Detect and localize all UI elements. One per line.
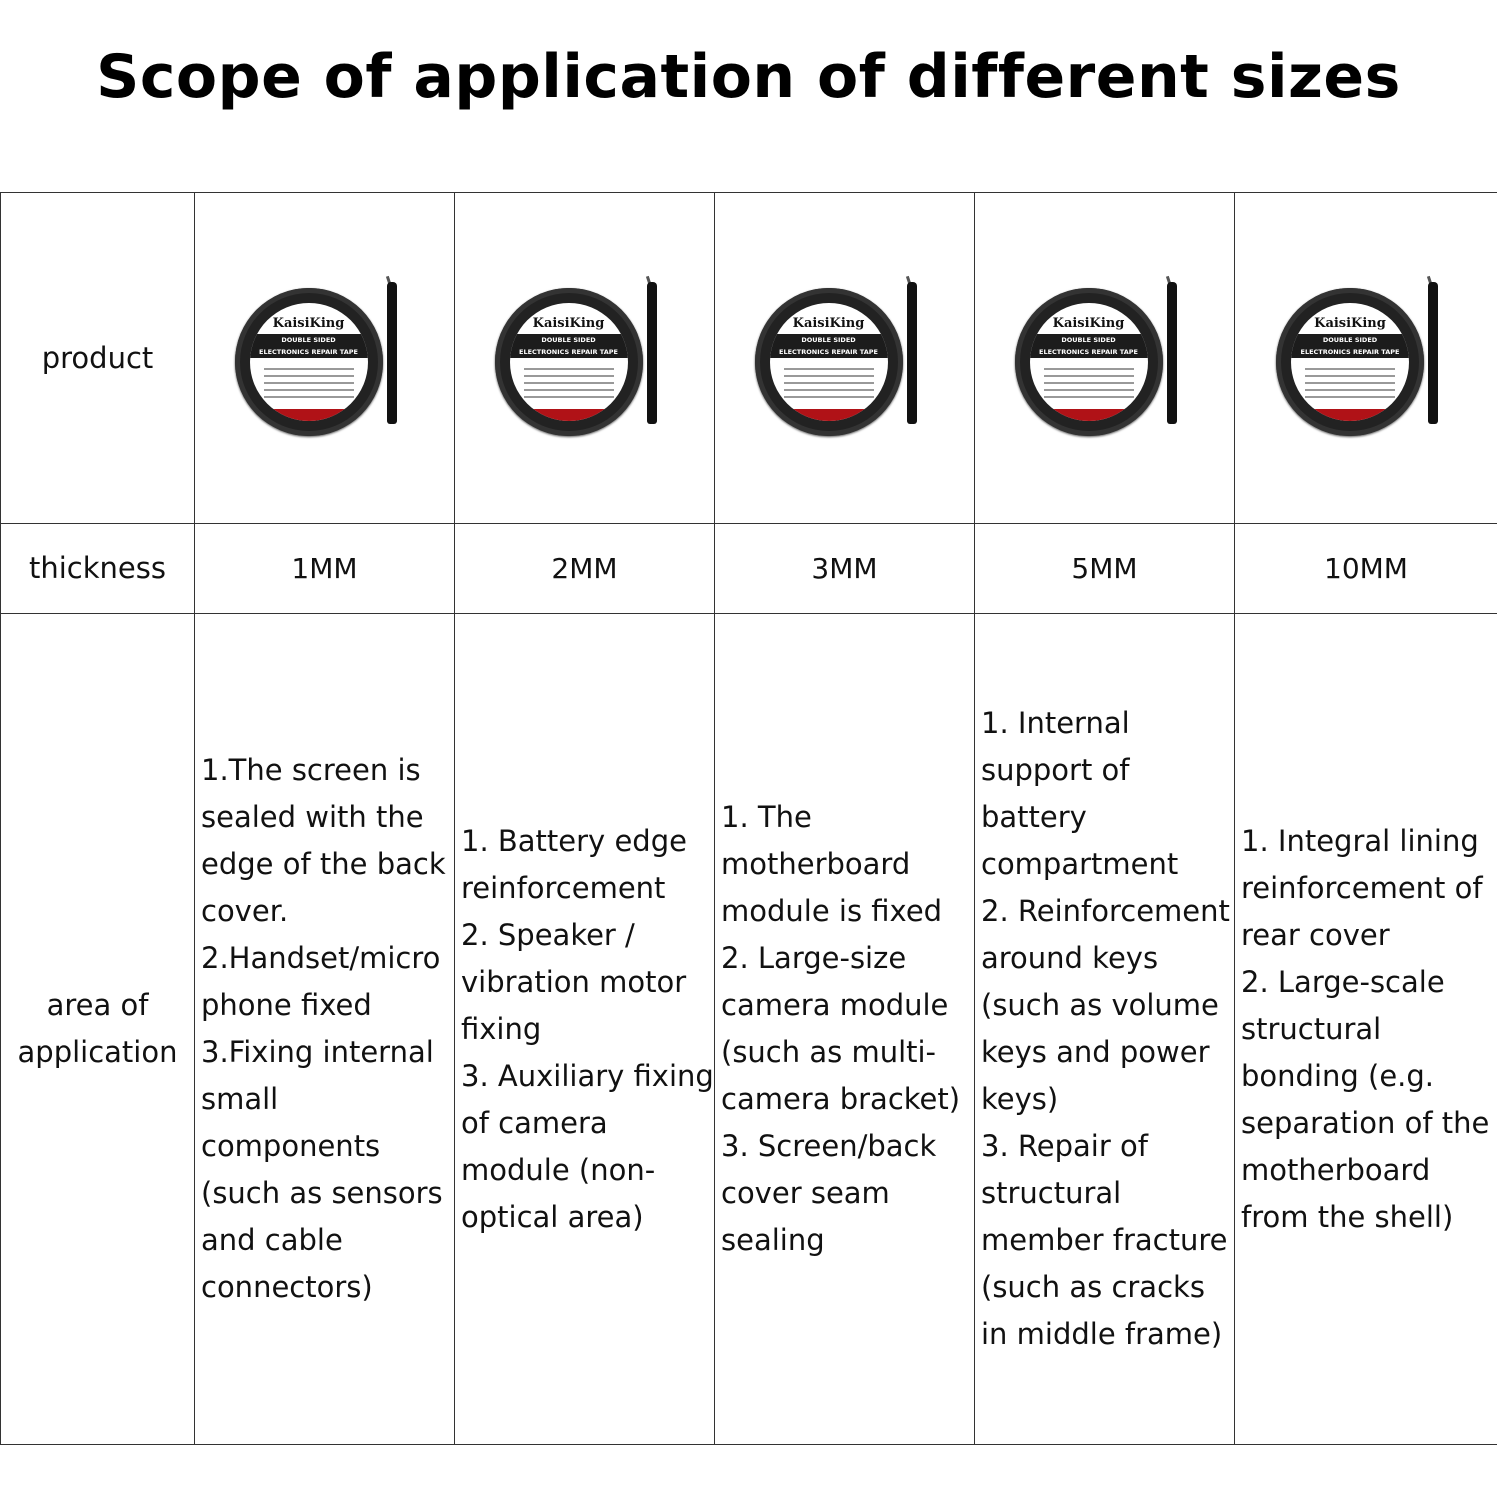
application-line: (such as cracks <box>981 1270 1205 1304</box>
product-row <box>1 193 1497 524</box>
application-line: 1. The <box>721 800 812 834</box>
tweezers-icon <box>1428 282 1438 424</box>
application-line: small <box>201 1082 279 1116</box>
label-band-text: ELECTRONICS REPAIR TAPE <box>779 348 878 356</box>
tape-roll-icon <box>495 288 643 436</box>
application-line: 3. Repair of <box>981 1129 1148 1163</box>
label-band-text: DOUBLE SIDED <box>541 336 596 344</box>
tape-roll-icon <box>235 288 383 436</box>
tape-label <box>1291 303 1409 421</box>
application-description <box>715 614 975 1445</box>
product-cell <box>455 193 715 524</box>
application-line: 1.The screen is <box>201 753 421 787</box>
application-line: 3. Auxiliary fixing <box>461 1058 714 1093</box>
thickness-value: 1MM <box>195 524 455 614</box>
tape-product-image <box>745 276 945 436</box>
application-line: support of <box>981 753 1130 787</box>
application-line: camera module <box>721 988 949 1022</box>
label-band-text: ELECTRONICS REPAIR TAPE <box>1039 348 1138 356</box>
application-line: edge of the back <box>201 847 446 881</box>
application-line: sealing <box>721 1223 825 1257</box>
tape-label <box>770 303 888 421</box>
label-band-text: DOUBLE SIDED <box>801 336 856 344</box>
tape-product-image <box>1005 276 1205 436</box>
application-description <box>975 614 1235 1445</box>
tape-product-image <box>485 276 685 436</box>
application-line: (such as volume <box>981 988 1219 1022</box>
application-line: 1. Integral lining <box>1241 823 1479 858</box>
product-cell <box>715 193 975 524</box>
application-line: (such as sensors <box>201 1176 443 1210</box>
tape-label <box>510 303 628 421</box>
tweezers-icon <box>1167 282 1177 424</box>
application-line: 1. Battery edge <box>461 823 687 858</box>
application-line: sealed with the <box>201 800 424 834</box>
label-bullets <box>524 363 614 403</box>
tweezers-icon <box>647 282 657 424</box>
application-line: fixing <box>461 1011 542 1046</box>
brand-logo: KaisiKing <box>532 316 605 331</box>
thickness-value: 10MM <box>1235 524 1497 614</box>
tweezers-icon <box>387 282 397 424</box>
application-line: structural <box>981 1176 1122 1210</box>
application-line: (such as multi- <box>721 1035 937 1069</box>
product-cell <box>195 193 455 524</box>
tape-product-image <box>225 276 425 436</box>
application-line: rear cover <box>1241 917 1390 952</box>
application-line: and cable <box>201 1223 343 1257</box>
application-line: 2. Large-scale <box>1241 964 1445 999</box>
label-band-text: ELECTRONICS REPAIR TAPE <box>1300 348 1400 356</box>
application-line: of camera <box>461 1105 608 1140</box>
tweezers-icon <box>907 282 917 424</box>
application-line: module is fixed <box>721 894 943 928</box>
label-band <box>250 334 368 358</box>
application-line: 3. Screen/back <box>721 1129 937 1163</box>
application-line: battery <box>981 800 1087 834</box>
brand-logo: KaisiKing <box>1314 316 1386 331</box>
size-comparison-table <box>0 192 1497 1445</box>
application-line: 2. Reinforcement <box>981 894 1230 928</box>
label-band-text: ELECTRONICS REPAIR TAPE <box>519 348 618 356</box>
area-of-application-row <box>1 614 1497 1445</box>
area-row-label <box>1 614 195 1445</box>
label-band <box>1291 334 1409 358</box>
application-line: components <box>201 1129 381 1163</box>
label-bullets <box>1044 363 1134 403</box>
thickness-value: 2MM <box>455 524 715 614</box>
label-band-text: DOUBLE SIDED <box>1061 336 1116 344</box>
application-line: reinforcement of <box>1241 870 1483 905</box>
thickness-row-label: thickness <box>1 524 195 614</box>
size-band <box>1291 409 1409 421</box>
application-line: 2. Speaker / <box>461 917 635 952</box>
label-band-text: DOUBLE SIDED <box>281 336 336 344</box>
application-line: around keys <box>981 941 1159 975</box>
application-line: optical area) <box>461 1199 644 1234</box>
size-band <box>1030 409 1148 421</box>
size-band <box>510 409 628 421</box>
application-line: connectors) <box>201 1270 373 1304</box>
application-line: phone fixed <box>201 988 372 1022</box>
brand-logo: KaisiKing <box>1052 316 1125 331</box>
thickness-value: 5MM <box>975 524 1235 614</box>
application-line: 2.Handset/micro <box>201 941 441 975</box>
application-line: reinforcement <box>461 870 666 905</box>
area-row-label-line: application <box>17 1035 178 1069</box>
size-band <box>770 409 888 421</box>
application-line: structural <box>1241 1011 1382 1046</box>
application-line: separation of the <box>1241 1105 1490 1140</box>
size-band <box>250 409 368 421</box>
tape-roll-icon <box>1276 288 1424 436</box>
label-bullets <box>784 363 874 403</box>
application-line: 1. Internal <box>981 706 1130 740</box>
product-cell <box>975 193 1235 524</box>
brand-logo: KaisiKing <box>792 316 865 331</box>
application-line: motherboard <box>1241 1152 1431 1187</box>
tape-roll-icon <box>1015 288 1163 436</box>
label-band <box>770 334 888 358</box>
application-line: keys) <box>981 1082 1059 1116</box>
product-row-label: product <box>1 193 195 524</box>
application-line: cover seam <box>721 1176 890 1210</box>
application-line: compartment <box>981 847 1179 881</box>
brand-logo: KaisiKing <box>272 316 345 331</box>
tape-product-image <box>1266 276 1466 436</box>
application-line: in middle frame) <box>981 1317 1223 1351</box>
label-bullets <box>264 363 354 403</box>
application-line: camera bracket) <box>721 1082 961 1116</box>
application-line: from the shell) <box>1241 1199 1454 1234</box>
label-band-text: DOUBLE SIDED <box>1322 336 1378 344</box>
product-cell <box>1235 193 1497 524</box>
tape-roll-icon <box>755 288 903 436</box>
application-line: module (non- <box>461 1152 656 1187</box>
label-band <box>510 334 628 358</box>
label-bullets <box>1305 363 1395 403</box>
application-line: keys and power <box>981 1035 1210 1069</box>
application-description <box>1235 614 1497 1445</box>
thickness-row <box>1 524 1497 614</box>
application-description <box>195 614 455 1445</box>
area-row-label-line: area of <box>46 988 149 1022</box>
application-line: 3.Fixing internal <box>201 1035 434 1069</box>
tape-label <box>250 303 368 421</box>
thickness-value: 3MM <box>715 524 975 614</box>
page-title: Scope of application of different sizes <box>96 42 1401 112</box>
application-line: cover. <box>201 894 289 928</box>
application-line: motherboard <box>721 847 911 881</box>
application-description <box>455 614 715 1445</box>
application-line: member fracture <box>981 1223 1228 1257</box>
tape-label <box>1030 303 1148 421</box>
application-line: vibration motor <box>461 964 687 999</box>
label-band-text: ELECTRONICS REPAIR TAPE <box>259 348 358 356</box>
label-band <box>1030 334 1148 358</box>
application-line: 2. Large-size <box>721 941 907 975</box>
application-line: bonding (e.g. <box>1241 1058 1435 1093</box>
